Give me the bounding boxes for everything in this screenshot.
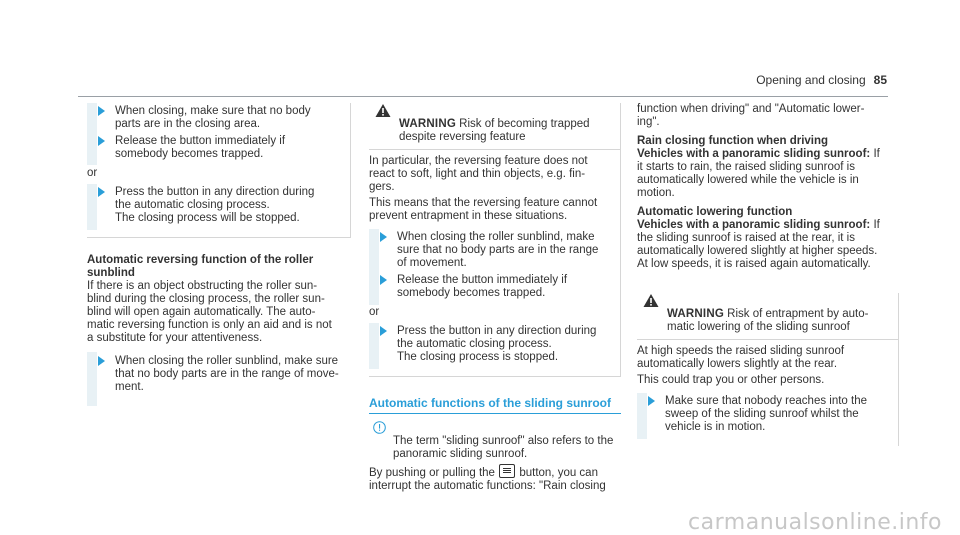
divider [369,149,620,150]
warning-box [369,103,621,377]
header-divider [78,96,888,97]
menu-button-icon [499,464,515,478]
step-item: Press the button in any direction during the automatic closing process. The closing process is stopped. [369,325,620,364]
warning-text: This could trap you or other persons. [637,374,825,386]
or-label: or [369,306,380,318]
divider [637,339,898,340]
body-text: If there is an object obstructing the roller sun- blind during the closing process, the roller sun- blind will open again automatically. The auto- matic reversing function is only an aid and is not a substitute for your attentiveness. [87,280,332,344]
section-heading: Rain closing function when driving Vehicles with a panoramic sliding sunroof: [637,135,871,160]
header-section-title: Opening and closing [756,73,866,87]
warning-title: Risk of becoming trapped despite reversing feature [399,118,590,143]
arrow-icon [380,232,387,242]
arrow-icon [380,326,387,336]
column-middle [369,103,621,493]
step-item: Make sure that nobody reaches into the sweep of the sliding sunroof whilst the vehicle is in motion. [637,395,898,434]
step-item: When closing the roller sunblind, make sure that no body parts are in the range of movement. [369,231,620,270]
warning-text: In particular, the reversing feature does not react to soft, light and thin objects, e.g. fin- gers. [369,155,588,193]
page-header [756,74,887,87]
section-title: Automatic functions of the sliding sunroof [369,397,621,414]
or-label: or [87,167,98,179]
step-item: Release the button immediately if somebody becomes trapped. [369,274,620,300]
warning-triangle-icon [375,103,391,118]
body-text: By pushing or pulling the button, you can interrupt the automatic functions: "Rain closing [369,464,621,493]
warning-text: At high speeds the raised sliding sunroof automatically lowers slightly at the rear. [637,345,845,370]
section-heading: Automatic lowering function Vehicles with a panoramic sliding sunroof: [637,206,871,231]
note: The term "sliding sunroof" also refers to the panoramic sliding sunroof. [369,422,621,461]
page-number: 85 [873,73,887,87]
step-item: When closing, make sure that no body parts are in the closing area. [87,105,350,131]
automatic-lowering-paragraph: Automatic lowering function Vehicles with a panoramic sliding sunroof: If the sliding sunroof is raised at the rear, it is automatically lowered slightly at higher speeds. At low speeds, it is raised again automatically. [637,206,880,270]
watermark: carmanualsonline.info [688,510,942,535]
step-item: When closing the roller sunblind, make sure that no body parts are in the range of move- ment. [87,355,351,394]
section-heading: Automatic reversing function of the roller sunblind [87,254,314,279]
info-icon [373,421,386,434]
warning-text: This means that the reversing feature cannot prevent entrapment in these situations. [369,197,598,222]
arrow-icon [380,275,387,285]
column-right [637,103,899,446]
step-item: Release the button immediately if somebody becomes trapped. [87,135,350,161]
column-left [87,103,351,398]
arrow-icon [98,187,105,197]
arrow-icon [98,356,105,366]
warning-label: WARNING [667,308,724,320]
arrow-icon [98,136,105,146]
warning-triangle-icon [643,293,659,308]
warning-box [637,293,899,446]
step-item: Press the button in any direction during the automatic closing process. The closing process will be stopped. [87,186,350,225]
body-text: function when driving" and "Automatic lower- ing". [637,103,865,128]
rain-closing-paragraph: Rain closing function when driving Vehicles with a panoramic sliding sunroof: If it starts to rain, the raised sliding sunroof is automatically lowered while the vehicle is in motion. [637,135,880,199]
warning-header [637,295,898,334]
arrow-icon [648,396,655,406]
continued-steps-block [87,103,351,238]
warning-title: Risk of entrapment by auto- matic lowering of the sliding sunroof [667,308,869,333]
warning-label: WARNING [399,118,456,130]
arrow-icon [98,106,105,116]
warning-header [369,105,620,144]
